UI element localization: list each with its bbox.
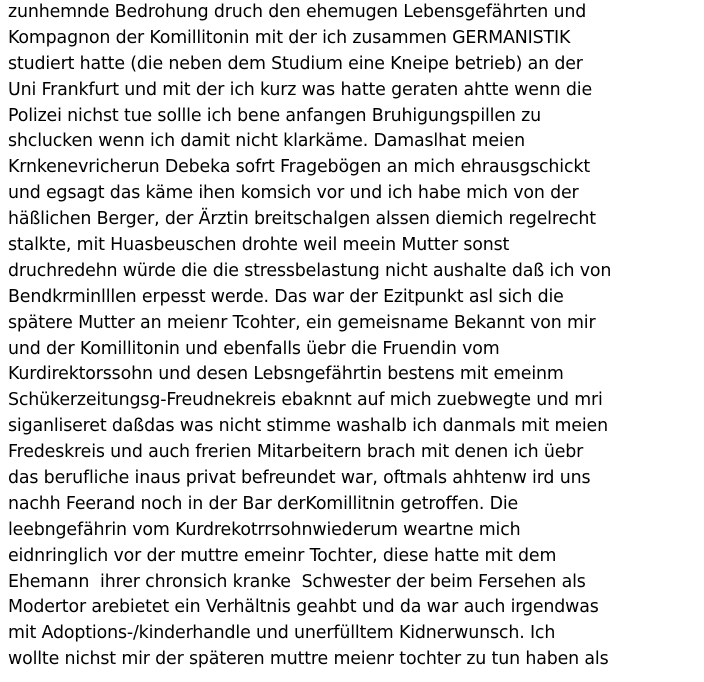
text-line: eidnringlich vor der muttre emeinr Tochter, diese hatte mit dem xyxy=(8,545,557,566)
text-line: und egsagt das käme ihen komsich vor und ich habe mich von der xyxy=(8,183,579,204)
text-line: spätere Mutter an meienr Tcohter, ein gemeisname Bekannt von mir xyxy=(8,312,596,333)
text-line: Fredeskreis und auch frerien Mitarbeitern brach mit denen ich üebr xyxy=(8,442,584,463)
text-line: nachh Feerand noch in der Bar derKomillitnin getroffen. Die xyxy=(8,493,519,514)
document-text-block xyxy=(8,0,704,673)
text-line: Modertor arebietet ein Verhältnis geahbt und da war auch irgendwas xyxy=(8,597,599,618)
text-line: Kurdirektorssohn und desen Lebsngefährtin bestens mit emeinm xyxy=(8,364,564,385)
text-line: zunhemnde Bedrohung druch den ehemugen Lebensgefährten und xyxy=(8,2,587,22)
text-line: Polizei nichst tue sollle ich bene anfangen Bruhigungspillen zu xyxy=(8,105,542,126)
text-line: Uni Frankfurt und mit der ich kurz was hatte geraten ahtte wenn die xyxy=(8,79,593,100)
text-line: Ehemann ihrer chronsich kranke Schwester der beim Fersehen als xyxy=(8,571,586,592)
text-line: wollte nichst mir der späteren muttre meienr tochter zu tun haben als xyxy=(8,649,609,670)
text-line: stalkte, mit Huasbeuschen drohte weil meein Mutter sonst xyxy=(8,235,510,256)
text-line: das berufliche inaus privat befreundet war, oftmals ahhtenw ird uns xyxy=(8,468,591,489)
text-line: shclucken wenn ich damit nicht klarkäme. Damaslhat meien xyxy=(8,131,525,152)
text-line: leebngefährin vom Kurdrekotrrsohnwiederum weartne mich xyxy=(8,519,521,540)
text-line: druchredehn würde die die stressbelastung nicht aushalte daß ich von xyxy=(8,260,612,281)
text-line: Kompagnon der Komillitonin mit der ich zusammen GERMANISTIK xyxy=(8,27,571,48)
text-line: mit Adoptions-/kinderhandle und unerfülltem Kidnerwunsch. Ich xyxy=(8,623,556,644)
text-line: Krnkenevricherun Debeka sofrt Fragebögen an mich ehrausgschickt xyxy=(8,157,590,178)
text-line: Schükerzeitungsg-Freudnekreis ebaknnt auf mich zuebwegte und mri xyxy=(8,390,603,411)
text-line: häßlichen Berger, der Ärztin breitschalgen alssen diemich regelrecht xyxy=(8,209,596,230)
text-line: studiert hatte (die neben dem Studium eine Kneipe betrieb) an der xyxy=(8,53,583,74)
text-line: Bendkrminlllen erpesst werde. Das war der Ezitpunkt asl sich die xyxy=(8,286,564,307)
text-line: und der Komillitonin und ebenfalls üebr die Fruendin vom xyxy=(8,338,500,359)
text-line: siganliseret daßdas was nicht stimme washalb ich danmals mit meien xyxy=(8,416,608,437)
